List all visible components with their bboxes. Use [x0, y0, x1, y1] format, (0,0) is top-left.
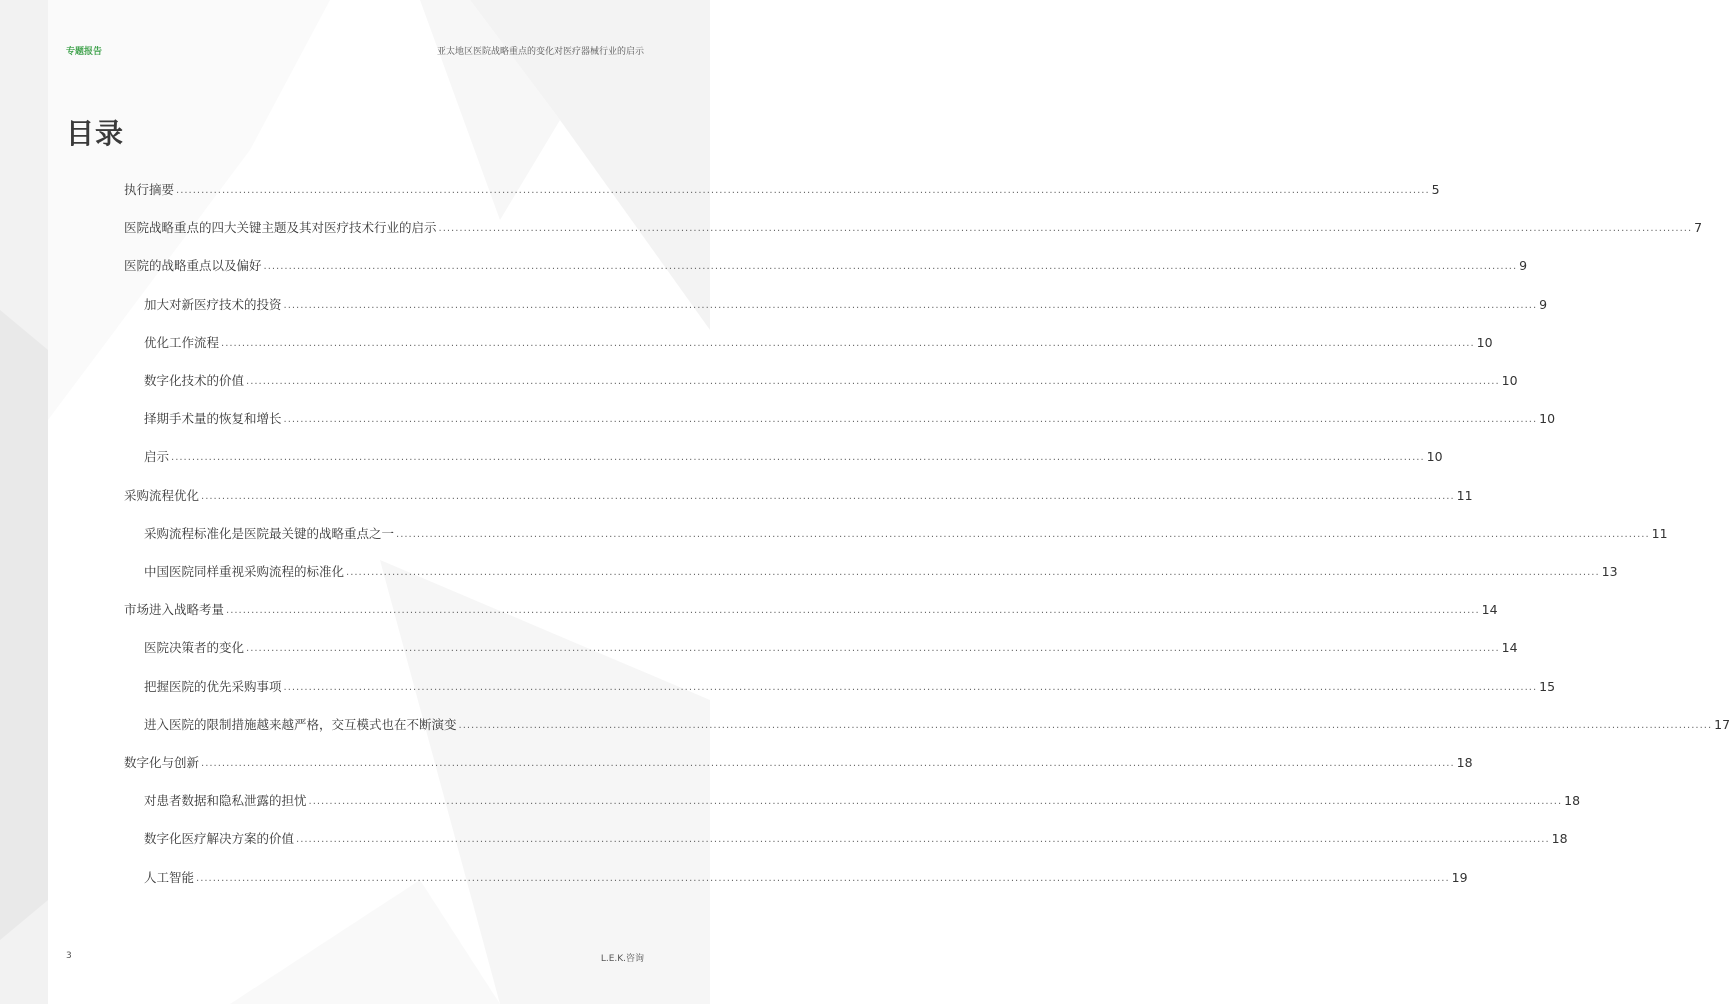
toc-entry-label: 市场进入战略考量: [124, 602, 225, 618]
toc-entry-page: 18: [1456, 755, 1473, 770]
toc-entry-label: 择期手术量的恢复和增长: [144, 411, 282, 427]
toc-entry[interactable]: [144, 829, 1568, 847]
toc-entry[interactable]: [144, 524, 1668, 542]
toc-entry-label: 数字化与创新: [124, 755, 200, 770]
toc-entry-label: 启示: [144, 449, 170, 465]
toc-leader-dots: ............................................................................................................................................................................................................................................................................................................: [438, 223, 1693, 235]
toc-entry[interactable]: [144, 333, 1493, 351]
toc-leader-dots: ............................................................................................................................................................................................................................................................................................................: [246, 643, 1500, 655]
toc-entry[interactable]: [144, 715, 1730, 733]
toc-entry[interactable]: [124, 486, 1473, 504]
toc-entry[interactable]: [124, 753, 1473, 771]
header-section-label: 专题报告: [66, 47, 103, 57]
toc-entry[interactable]: [144, 409, 1556, 427]
toc-entry[interactable]: [144, 295, 1548, 313]
toc-leader-dots: ............................................................................................................................................................................................................................................................................................................: [283, 681, 1538, 693]
toc-entry-page: 15: [1539, 678, 1556, 694]
toc-entry-page: 19: [1451, 869, 1468, 885]
toc-entry-label: 采购流程优化: [124, 487, 200, 503]
toc-entry[interactable]: [144, 371, 1518, 389]
toc-entry-label: 医院的战略重点以及偏好: [124, 258, 262, 274]
toc-entry-page: 17: [1714, 716, 1730, 732]
toc-entry-page: 14: [1481, 602, 1498, 618]
toc-entry[interactable]: [144, 791, 1581, 809]
toc-entry[interactable]: [144, 447, 1443, 465]
toc-entry-label: 进入医院的限制措施越来越严格，交互模式也在不断演变: [144, 716, 457, 732]
toc-leader-dots: ............................................................................................................................................................................................................................................................................................................: [171, 452, 1425, 464]
toc-entry-label: 优化工作流程: [144, 334, 220, 350]
toc-leader-dots: ............................................................................................................................................................................................................................................................................................................: [458, 719, 1713, 731]
toc-leader-dots: ............................................................................................................................................................................................................................................................................................................: [283, 414, 1538, 426]
toc-leader-dots: ............................................................................................................................................................................................................................................................................................................: [201, 490, 1455, 502]
toc-entry-label: 数字化医疗解决方案的价值: [144, 831, 295, 847]
toc-entry-page: 10: [1476, 334, 1493, 350]
toc-entry[interactable]: [144, 638, 1518, 656]
toc-entry-page: 9: [1519, 258, 1528, 274]
toc-entry-page: 11: [1651, 525, 1668, 541]
toc-entry[interactable]: [124, 180, 1440, 198]
toc-entry[interactable]: [124, 256, 1528, 274]
toc-leader-dots: ............................................................................................................................................................................................................................................................................................................: [196, 872, 1450, 884]
toc-entry-label: 对患者数据和隐私泄露的担忧: [144, 793, 307, 809]
toc-entry[interactable]: [144, 677, 1556, 695]
toc-leader-dots: ............................................................................................................................................................................................................................................................................................................: [283, 299, 1538, 311]
toc-entry-label: 加大对新医疗技术的投资: [144, 296, 282, 312]
toc-entry-page: 7: [1694, 220, 1703, 236]
toc-entry-page: 18: [1551, 831, 1568, 847]
toc-entry[interactable]: [124, 218, 1703, 236]
toc-leader-dots: ............................................................................................................................................................................................................................................................................................................: [396, 528, 1650, 540]
toc-entry-page: 14: [1501, 640, 1518, 656]
toc-entry[interactable]: [144, 868, 1468, 886]
toc-leader-dots: ............................................................................................................................................................................................................................................................................................................: [296, 834, 1550, 846]
toc-leader-dots: ............................................................................................................................................................................................................................................................................................................: [176, 185, 1430, 196]
page-title: 目录: [66, 117, 125, 150]
toc-entry-page: 9: [1539, 296, 1548, 312]
footer-brand: L.E.K.咨询: [600, 954, 644, 964]
toc-entry-page: 10: [1539, 411, 1556, 427]
toc-entry-label: 执行摘要: [124, 182, 175, 197]
toc-entry-page: 11: [1456, 487, 1473, 503]
toc-entry[interactable]: [124, 600, 1498, 618]
toc-entry-label: 数字化技术的价值: [144, 373, 245, 388]
toc-leader-dots: ............................................................................................................................................................................................................................................................................................................: [263, 261, 1518, 273]
toc-leader-dots: ............................................................................................................................................................................................................................................................................................................: [221, 337, 1475, 349]
toc-entry-page: 18: [1564, 793, 1581, 809]
toc-entry-page: 13: [1601, 564, 1618, 579]
footer-page-number: 3: [66, 951, 72, 961]
toc-leader-dots: ............................................................................................................................................................................................................................................................................................................: [346, 567, 1600, 578]
toc-leader-dots: ............................................................................................................................................................................................................................................................................................................: [201, 758, 1455, 769]
toc-entry[interactable]: [144, 562, 1618, 580]
header-report-title: 亚太地区医院战略重点的变化对医疗器械行业的启示: [436, 47, 644, 57]
toc-entry-label: 中国医院同样重视采购流程的标准化: [144, 564, 345, 579]
toc-entry-page: 5: [1431, 182, 1440, 197]
toc-entry-label: 人工智能: [144, 869, 195, 885]
toc-entry-label: 采购流程标准化是医院最关键的战略重点之一: [144, 525, 395, 541]
toc-leader-dots: ............................................................................................................................................................................................................................................................................................................: [308, 796, 1563, 808]
toc-entry-label: 医院战略重点的四大关键主题及其对医疗技术行业的启示: [124, 220, 437, 236]
toc-leader-dots: ............................................................................................................................................................................................................................................................................................................: [246, 376, 1500, 387]
toc-leader-dots: ............................................................................................................................................................................................................................................................................................................: [226, 605, 1480, 617]
toc-entry-page: 10: [1426, 449, 1443, 465]
toc-entry-label: 医院决策者的变化: [144, 640, 245, 656]
toc-entry-page: 10: [1501, 373, 1518, 388]
toc-entry-label: 把握医院的优先采购事项: [144, 678, 282, 694]
